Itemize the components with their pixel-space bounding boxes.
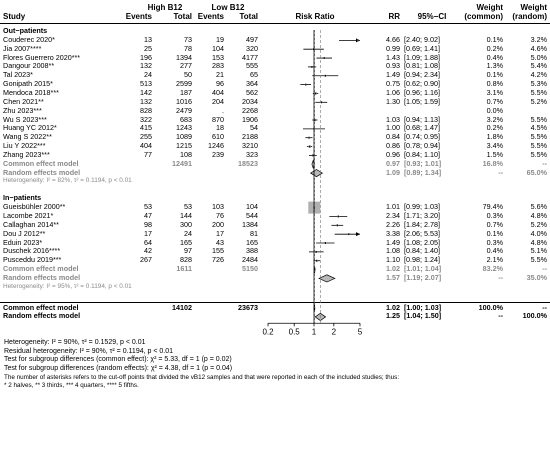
study-name: Eduin 2023*: [3, 237, 43, 247]
header-low-group: Low B12: [211, 3, 245, 12]
overall-random-weight-random: 100.0%: [522, 311, 547, 321]
weight-random: 5.5%: [530, 255, 547, 265]
total-low: 388: [246, 246, 258, 256]
common-rr: 1.02: [386, 264, 400, 274]
common-rr: 0.97: [386, 158, 400, 168]
events-low: 19: [216, 34, 224, 44]
events-high: 828: [140, 105, 152, 115]
weight-common: 79.4%: [482, 202, 503, 212]
events-high: 415: [140, 123, 152, 133]
header-rr: RR: [388, 12, 400, 21]
events-high: 98: [144, 219, 152, 229]
total-high: 144: [180, 210, 192, 220]
weight-common: 3.1%: [486, 87, 503, 97]
weight-random: 4.6%: [530, 43, 547, 53]
study-name: Mendoca 2018***: [3, 87, 59, 97]
header-events-high: Events: [125, 12, 152, 21]
common-weight-common: 16.8%: [482, 158, 503, 168]
header-weight-common: (common): [464, 12, 503, 21]
random-ci: [1.19; 2.07]: [404, 272, 442, 282]
total-low: 497: [246, 34, 258, 44]
footnote-line: Heterogeneity: I² = 90%, τ² = 0.1529, p < 0.01: [4, 339, 146, 347]
rr-value: 0.75: [386, 79, 400, 89]
events-low: 18: [216, 123, 224, 133]
events-high: 132: [140, 61, 152, 71]
header-weight-random: (random): [512, 12, 547, 21]
study-name: Liu Y 2022***: [3, 141, 46, 151]
common-total-low: 18523: [238, 158, 258, 168]
overall-common-ci: [1.00; 1.03]: [404, 302, 442, 312]
weight-random: 5.5%: [530, 87, 547, 97]
rr-value: 2.26: [386, 219, 400, 229]
study-name: Wu S 2023***: [3, 114, 47, 124]
weight-random: 5.2%: [530, 96, 547, 106]
footnote-line: * 2 halves, ** 3 thirds, *** 4 quarters, **** 5 fifths.: [4, 382, 139, 390]
ci-value: [0.62; 0.90]: [404, 79, 440, 89]
events-high: 25: [144, 43, 152, 53]
rr-value: 0.84: [386, 132, 400, 142]
random-weight-common: --: [498, 272, 503, 282]
common-weight-random: --: [542, 264, 547, 274]
weight-common: 0.1%: [486, 34, 503, 44]
weight-common: 3.4%: [486, 141, 503, 151]
total-low: 562: [246, 87, 258, 97]
total-low: 323: [246, 149, 258, 159]
total-high: 97: [184, 246, 192, 256]
weight-random: 5.1%: [530, 246, 547, 256]
overall-random-ci: [1.04; 1.50]: [404, 311, 442, 321]
x-tick-label: 5: [357, 327, 363, 337]
ci-value: [0.84; 1.10]: [404, 149, 440, 159]
weight-random: 5.5%: [530, 141, 547, 151]
total-low: 3210: [242, 141, 258, 151]
weight-common: 0.4%: [486, 246, 503, 256]
common-total-high: 12491: [172, 158, 192, 168]
study-name: Dangour 2008**: [3, 61, 55, 71]
overall-common-weight-common: 100.0%: [478, 302, 503, 312]
ci-value: [0.98; 1.24]: [404, 255, 440, 265]
rr-value: 1.00: [386, 123, 400, 133]
events-low: 17: [216, 228, 224, 238]
subgroup-heterogeneity: Heterogeneity: I² = 95%, τ² = 0.1194, p < 0.01: [3, 282, 132, 290]
total-high: 1243: [176, 123, 192, 133]
x-tick-label: 0.5: [288, 327, 300, 337]
rr-value: 1.49: [386, 237, 400, 247]
ci-value: [1.09; 1.88]: [404, 52, 440, 62]
total-high: 1089: [176, 132, 192, 142]
rr-value: 1.10: [386, 255, 400, 265]
x-tick-label: 0.2: [262, 327, 274, 337]
weight-random: 5.5%: [530, 149, 547, 159]
total-low: 320: [246, 43, 258, 53]
events-high: 404: [140, 141, 152, 151]
study-1-3-ci-arrow: [356, 232, 360, 236]
study-name: Couderec 2020*: [3, 34, 55, 44]
weight-common: 1.3%: [486, 61, 503, 71]
study-name: Tal 2023*: [3, 70, 33, 80]
weight-common: 0.1%: [486, 70, 503, 80]
rr-value: 0.96: [386, 149, 400, 159]
common-total-high: 1611: [176, 264, 192, 274]
subgroup-heterogeneity: Heterogeneity: I² = 82%, τ² = 0.1194, p < 0.01: [3, 177, 132, 185]
rr-value: 1.30: [386, 96, 400, 106]
total-high: 828: [180, 255, 192, 265]
rr-value: 0.99: [386, 43, 400, 53]
overall-total-low: 23673: [238, 302, 258, 312]
total-low: 2188: [242, 132, 258, 142]
ci-value: [1.08; 2.05]: [404, 237, 440, 247]
events-high: 255: [140, 132, 152, 142]
random-rr: 1.57: [386, 272, 400, 282]
rr-value: 3.38: [386, 228, 400, 238]
total-high: 277: [180, 61, 192, 71]
weight-random: 4.8%: [530, 237, 547, 247]
total-low: 1384: [242, 219, 258, 229]
total-high: 50: [184, 70, 192, 80]
total-high: 187: [180, 87, 192, 97]
study-name: Duschek 2016****: [3, 246, 61, 256]
rr-value: 0.86: [386, 141, 400, 151]
total-low: 555: [246, 61, 258, 71]
events-low: 610: [212, 132, 224, 142]
ci-value: [0.69; 1.41]: [404, 43, 440, 53]
random-effects-label: Random effects model: [3, 167, 81, 177]
events-high: 17: [144, 228, 152, 238]
weight-random: 5.2%: [530, 219, 547, 229]
events-high: 13: [144, 34, 152, 44]
header-weight-random-top: Weight: [520, 3, 547, 12]
overall-common-rr: 1.02: [386, 302, 400, 312]
study-name: Chen 2021**: [3, 96, 44, 106]
total-low: 1906: [242, 114, 258, 124]
weight-common: 1.8%: [486, 132, 503, 142]
events-high: 513: [140, 79, 152, 89]
overall-random-weight-common: --: [498, 311, 503, 321]
overall-total-high: 14102: [172, 302, 192, 312]
total-low: 2034: [242, 96, 258, 106]
random-weight-common: --: [498, 167, 503, 177]
total-low: 104: [246, 202, 258, 212]
study-name: Huang YC 2012*: [3, 123, 57, 133]
random-rr: 1.09: [386, 167, 400, 177]
events-low: 43: [216, 237, 224, 247]
events-low: 155: [212, 246, 224, 256]
footnote-line: Test for subgroup differences (common effect): χ² = 5.33, df = 1 (p = 0.02): [4, 356, 232, 364]
events-high: 53: [144, 202, 152, 212]
weight-common: 0.4%: [486, 52, 503, 62]
footnote-line: Test for subgroup differences (random effects): χ² = 4.38, df = 1 (p = 0.04): [4, 365, 233, 373]
study-name: Gonipath 2015*: [3, 79, 53, 89]
rr-value: 4.66: [386, 34, 400, 44]
weight-common: 0.2%: [486, 123, 503, 133]
events-low: .: [222, 105, 224, 115]
weight-random: 5.3%: [530, 79, 547, 89]
ci-value: [1.05; 1.59]: [404, 96, 440, 106]
rr-value: 0.93: [386, 61, 400, 71]
events-low: 153: [212, 52, 224, 62]
weight-random: 4.2%: [530, 70, 547, 80]
weight-random: 5.4%: [530, 61, 547, 71]
total-low: 65: [250, 70, 258, 80]
subgroup-1-random-diamond: [319, 275, 335, 282]
weight-random: 5.5%: [530, 114, 547, 124]
events-high: 196: [140, 52, 152, 62]
rr-value: 1.08: [386, 246, 400, 256]
study-name: Zhu 2023***: [3, 105, 42, 115]
header-weight-common-top: Weight: [476, 3, 503, 12]
events-high: 47: [144, 210, 152, 220]
total-low: 54: [250, 123, 258, 133]
common-effect-label: Common effect model: [3, 264, 79, 274]
weight-random: 4.5%: [530, 123, 547, 133]
total-high: 78: [184, 43, 192, 53]
weight-common: 3.2%: [486, 114, 503, 124]
weight-random: 4.0%: [530, 228, 547, 238]
overall-common-label: Common effect model: [3, 302, 79, 312]
total-high: 2599: [176, 79, 192, 89]
weight-common: 0.0%: [486, 105, 503, 115]
total-low: 4177: [242, 52, 258, 62]
ci-value: [1.84; 2.78]: [404, 219, 440, 229]
ci-value: [0.68; 1.47]: [404, 123, 440, 133]
header-total-high: Total: [173, 12, 192, 21]
header-high-group: High B12: [147, 3, 183, 12]
study-name: Dou J 2012**: [3, 228, 46, 238]
study-name: Gueisbühler 2000**: [3, 202, 66, 212]
events-low: 726: [212, 255, 224, 265]
study-name: Lacombe 2021*: [3, 210, 54, 220]
header-study: Study: [3, 12, 26, 21]
events-low: 283: [212, 61, 224, 71]
study-name: Zhang 2023***: [3, 149, 50, 159]
overall-random-label: Random effects model: [3, 311, 81, 321]
weight-common: 2.1%: [486, 255, 503, 265]
common-ci: [1.01; 1.04]: [404, 264, 442, 274]
footnote-line: Residual heterogeneity: I² = 90%, τ² = 0.1194, p < 0.01: [4, 347, 173, 355]
total-high: 1394: [176, 52, 192, 62]
study-name: Wang S 2022**: [3, 132, 52, 142]
header-events-low: Events: [197, 12, 224, 21]
overall-random-rr: 1.25: [386, 311, 400, 321]
ci-value: [2.40; 9.02]: [404, 34, 440, 44]
events-high: 132: [140, 96, 152, 106]
events-low: 76: [216, 210, 224, 220]
total-low: 165: [246, 237, 258, 247]
total-high: 108: [180, 149, 192, 159]
events-high: 42: [144, 246, 152, 256]
study-name: Jia 2007****: [3, 43, 42, 53]
common-ci: [0.93; 1.01]: [404, 158, 442, 168]
ci-value: [0.84; 1.40]: [404, 246, 440, 256]
header-total-low: Total: [239, 12, 258, 21]
total-low: 364: [246, 79, 258, 89]
ci-value: [0.94; 1.13]: [404, 114, 440, 124]
weight-common: 0.7%: [486, 96, 503, 106]
events-low: 96: [216, 79, 224, 89]
total-low: 544: [246, 210, 258, 220]
weight-random: 5.5%: [530, 132, 547, 142]
ci-value: [0.99; 1.03]: [404, 202, 440, 212]
rr-value: 2.34: [386, 210, 400, 220]
weight-common: 0.3%: [486, 210, 503, 220]
random-weight-random: 35.0%: [526, 272, 547, 282]
ci-value: [1.71; 3.20]: [404, 210, 440, 220]
events-high: 267: [140, 255, 152, 265]
x-tick-label: 2: [331, 327, 337, 337]
random-weight-random: 65.0%: [526, 167, 547, 177]
events-high: 64: [144, 237, 152, 247]
ci-value: [0.81; 1.08]: [404, 61, 440, 71]
events-low: 200: [212, 219, 224, 229]
weight-common: 0.8%: [486, 79, 503, 89]
header-risk-ratio: Risk Ratio: [295, 12, 335, 21]
total-low: 81: [250, 228, 258, 238]
events-low: 103: [212, 202, 224, 212]
total-high: 165: [180, 237, 192, 247]
random-ci: [0.89; 1.34]: [404, 167, 442, 177]
events-low: 239: [212, 149, 224, 159]
header-ci: 95%−CI: [417, 12, 447, 21]
total-high: 2479: [176, 105, 192, 115]
weight-common: 0.2%: [486, 43, 503, 53]
total-high: 53: [184, 202, 192, 212]
total-high: 1016: [176, 96, 192, 106]
total-low: 2268: [242, 105, 258, 115]
subgroup-label: In−patients: [3, 193, 42, 203]
weight-random: 5.0%: [530, 52, 547, 62]
events-low: 104: [212, 43, 224, 53]
common-weight-random: --: [542, 158, 547, 168]
rr-value: 1.06: [386, 87, 400, 97]
events-low: 204: [212, 96, 224, 106]
total-high: 73: [184, 34, 192, 44]
common-effect-label: Common effect model: [3, 158, 79, 168]
total-high: 1215: [176, 141, 192, 151]
events-high: 24: [144, 70, 152, 80]
ci-value: [0.94; 2.34]: [404, 70, 440, 80]
total-high: 24: [184, 228, 192, 238]
rr-value: 1.01: [386, 202, 400, 212]
rr-value: 1.03: [386, 114, 400, 124]
study-name: Pusceddu 2019***: [3, 255, 62, 265]
study-name: Flores Guerrero 2020***: [3, 52, 81, 62]
events-high: 142: [140, 87, 152, 97]
study-name: Callaghan 2014**: [3, 219, 59, 229]
footnote-line: The number of asterisks refers to the cut-off points that divided the vB12 samples and that were reported in each of the included studies; thus:: [4, 373, 400, 381]
total-high: 300: [180, 219, 192, 229]
x-tick-label: 1: [311, 327, 317, 337]
weight-random: 4.8%: [530, 210, 547, 220]
rr-value: 1.43: [386, 52, 400, 62]
common-weight-common: 83.2%: [482, 264, 503, 274]
ci-value: [0.78; 0.94]: [404, 141, 440, 151]
events-low: 404: [212, 87, 224, 97]
weight-common: 1.5%: [486, 149, 503, 159]
events-high: 322: [140, 114, 152, 124]
weight-common: 0.3%: [486, 237, 503, 247]
subgroup-label: Out−patients: [3, 26, 48, 35]
ci-value: [0.74; 0.95]: [404, 132, 440, 142]
events-low: 21: [216, 70, 224, 80]
rr-value: 1.49: [386, 70, 400, 80]
common-total-low: 5150: [242, 264, 258, 274]
overall-common-weight-random: --: [542, 302, 547, 312]
events-low: 1246: [208, 141, 224, 151]
weight-common: 0.7%: [486, 219, 503, 229]
total-low: 2484: [242, 255, 258, 265]
ci-value: [2.06; 5.53]: [404, 228, 440, 238]
events-high: 77: [144, 149, 152, 159]
random-effects-label: Random effects model: [3, 272, 81, 282]
ci-value: [0.96; 1.16]: [404, 87, 440, 97]
weight-random: 3.2%: [530, 34, 547, 44]
events-low: 870: [212, 114, 224, 124]
total-high: 683: [180, 114, 192, 124]
weight-random: 5.6%: [530, 202, 547, 212]
weight-common: 0.1%: [486, 228, 503, 238]
